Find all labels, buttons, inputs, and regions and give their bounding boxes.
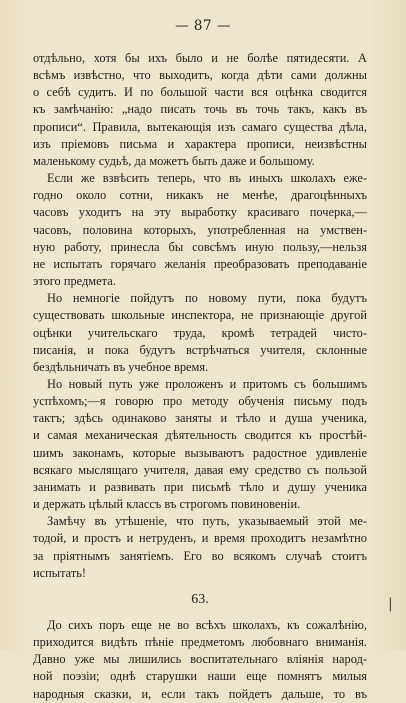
text-line: испытать! [33,565,87,580]
text-line: ную работу, принесла бы совсѣмъ иную пользу,—нельзя [33,239,367,254]
text-line: шимъ законамъ, которые вызываютъ радостное удивленіе [33,445,367,460]
text-line: тодой, и простъ и нетруденъ, и время проходитъ незамѣтно [33,531,367,546]
text-line: оцѣнки учительскаго труда, кромѣ тетрадей чисто- [33,325,367,340]
paragraph [33,290,367,376]
text-line: прописи“. Правила, вытекающія изъ самаго существа дѣла, [33,119,367,134]
text-line: Замѣчу въ утѣшеніе, что путь, указываемый этой ме- [47,514,367,529]
text-line: и самая механическая дѣятельность сводится къ простѣй- [33,428,367,443]
text-line: ной поэзіи; однѣ старушки наши еще помнятъ милыя [33,669,367,684]
paragraph [33,617,367,703]
section-number: 63. [191,591,209,607]
text-line: не испытать горячаго желанія преобразовать преподаваніе [33,256,367,271]
text-line: о себѣ судитъ. И по большой части вся оцѣнка сводится [33,85,367,100]
page-number: — 87 — [175,18,231,34]
text-line: приходится видѣть пѣніе предметомъ любовнаго вниманія. [33,635,367,650]
paragraph [33,376,367,513]
text-line: успѣхомъ;—я говорю про методу обученія письму подъ [33,394,367,409]
text-line: Если же взвѣсить теперь, что въ иныхъ школахъ еже- [47,171,367,186]
margin-mark: | [388,596,393,612]
text-line: Давно уже мы лишились воспитательнаго вліянія народ- [33,652,367,667]
paragraph [33,513,367,582]
text-line: писанія, и пока будутъ встрѣчаться учителя, склонные [33,342,367,357]
text-line: существовать школьные инспектора, не признающіе другой [33,308,367,323]
text-line: Но новый путь уже проложенъ и притомъ съ большимъ [47,376,367,391]
paragraph [33,50,367,170]
text-line: часовъ, половина которыхъ, употребленная на умствен- [33,222,367,237]
page-body [33,50,367,703]
text-line: народныя сказки, и, если такъ пойдетъ дальше, то въ [33,686,367,701]
text-line: этого предмета. [33,274,116,289]
text-line: изъ пріемовъ письма и характера прописи, неизвѣстны [33,136,367,151]
text-line: маленькому судьѣ, да можетъ быть даже и большому. [33,153,315,168]
text-line: за пріятнымъ занятіемъ. Его во всякомъ случаѣ стоитъ [33,548,367,563]
text-line: годно около сотни, никакъ не менѣе, драгоцѣнныхъ [33,188,367,203]
paragraph [33,170,367,290]
text-line: къ замѣчанію: „надо писать точь въ точь такъ, какъ въ [33,102,367,117]
text-line: всѣмъ извѣстно, что выходитъ, когда дѣти сами должны [33,68,367,83]
text-line: тактъ; здѣсь одинаково заняты и тѣло и душа ученика, [33,411,367,426]
text-line: отдѣльно, хотя бы ихъ было и не болѣе пятидесяти. А [33,51,367,65]
text-line: и держать цѣлый классъ въ строгомъ повиновеніи. [33,497,301,512]
text-line: Но немногіе пойдутъ по новому пути, пока будутъ [47,291,367,306]
text-line: часовъ уходитъ на эту выработку красиваго почерка,— [33,205,367,220]
text-line: занимать и развивать при письмѣ тѣло и душу ученика [33,479,367,494]
text-line: До сихъ поръ еще не во всѣхъ школахъ, къ сожалѣнію, [47,618,367,632]
text-line: всякаго мыслящаго учителя, давая ему средство съ пользой [33,462,367,477]
text-line: бездѣльничать въ учебное время. [33,359,209,374]
